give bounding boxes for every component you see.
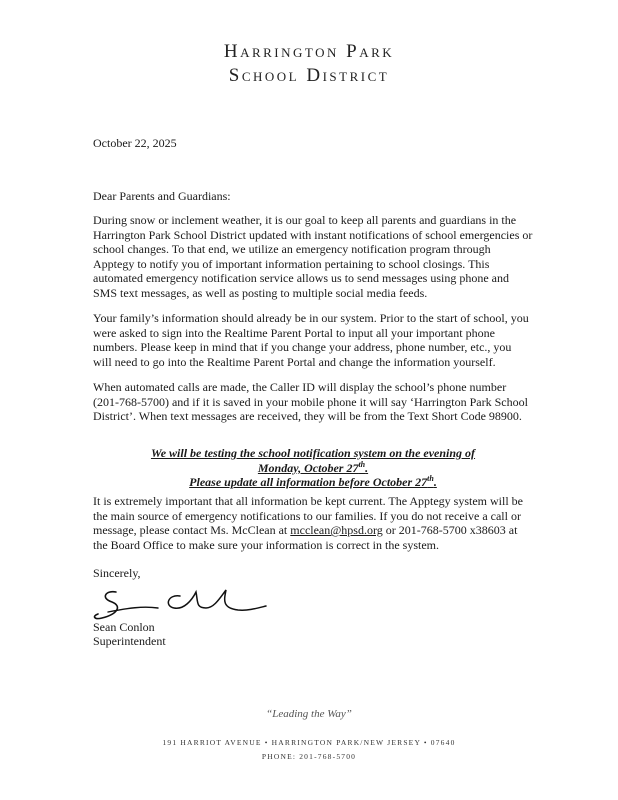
keep-current-text-before: It is extremely important that all information be kept current. The Apptegy system will be the main source of emergency notifications to our families. If you do not receive a call or message, please contact Ms. McClean at <box>93 494 524 537</box>
paragraph-notification-program: During snow or inclement weather, it is our goal to keep all parents and guardians in the Harrington Park School District updated with instant notifications of school emergencies or school changes. To that end, we utilize an emergency notification program through Apptegy to notify you of important information pertaining to school closings. This automated emergency notification service allows us to send messages using phone and SMS text messages, as well as posting to multiple social media feeds. <box>93 213 533 300</box>
letter-date: October 22, 2025 <box>93 136 177 150</box>
notice-date-text: Monday, October 27 <box>257 460 359 475</box>
notice-line-3-end: . <box>433 475 437 489</box>
signer-name: Sean Conlon <box>93 620 155 634</box>
notice-line-1: We will be testing the school notification system on the evening of <box>150 446 476 460</box>
signer-title: Superintendent <box>93 634 166 648</box>
paragraph-keep-current <box>93 494 533 552</box>
letterhead-line-1: Harrington Park <box>223 41 395 62</box>
notice-date-suffix: th <box>358 459 366 469</box>
notice-line-2 <box>93 461 533 476</box>
notice-line-3 <box>93 475 533 490</box>
paragraph-family-information: Your family’s information should already be in our system. Prior to the start of school, you were asked to sign into the Realtime Parent Portal to input all your important phone numbers. Please keep in mind that if you change your address, phone number, etc., you will need to go into the Realtime Parent Portal and change the information yourself. <box>93 311 529 369</box>
paragraph-caller-id: When automated calls are made, the Caller ID will display the school’s phone number (201-768-5700) and if it is saved in your mobile phone it will say ‘Harrington Park School District’. When text messages are received, they will be from the Text Short Code 98900. <box>93 380 528 423</box>
testing-notice <box>93 446 533 490</box>
notice-update-suffix: th <box>427 474 434 483</box>
letterhead <box>0 40 618 88</box>
footer-motto: “Leading the Way” <box>266 708 352 720</box>
notice-update-text: Please update all information before October 27 <box>189 475 428 489</box>
footer-phone: PHONE: 201-768-5700 <box>261 752 357 761</box>
letterhead-line-2: School District <box>228 65 390 86</box>
salutation: Dear Parents and Guardians: <box>93 189 231 203</box>
closing: Sincerely, <box>93 566 141 580</box>
keep-current-text-after: or 201-768-5700 x38603 at the Board Office to make sure your information is correct in the system. <box>93 523 518 552</box>
notice-line-2-end: . <box>365 460 369 475</box>
footer-address: 191 HARRIOT AVENUE • HARRINGTON PARK/NEW JERSEY • 07640 <box>162 738 456 747</box>
contact-email-link[interactable]: mcclean@hpsd.org <box>290 523 383 537</box>
